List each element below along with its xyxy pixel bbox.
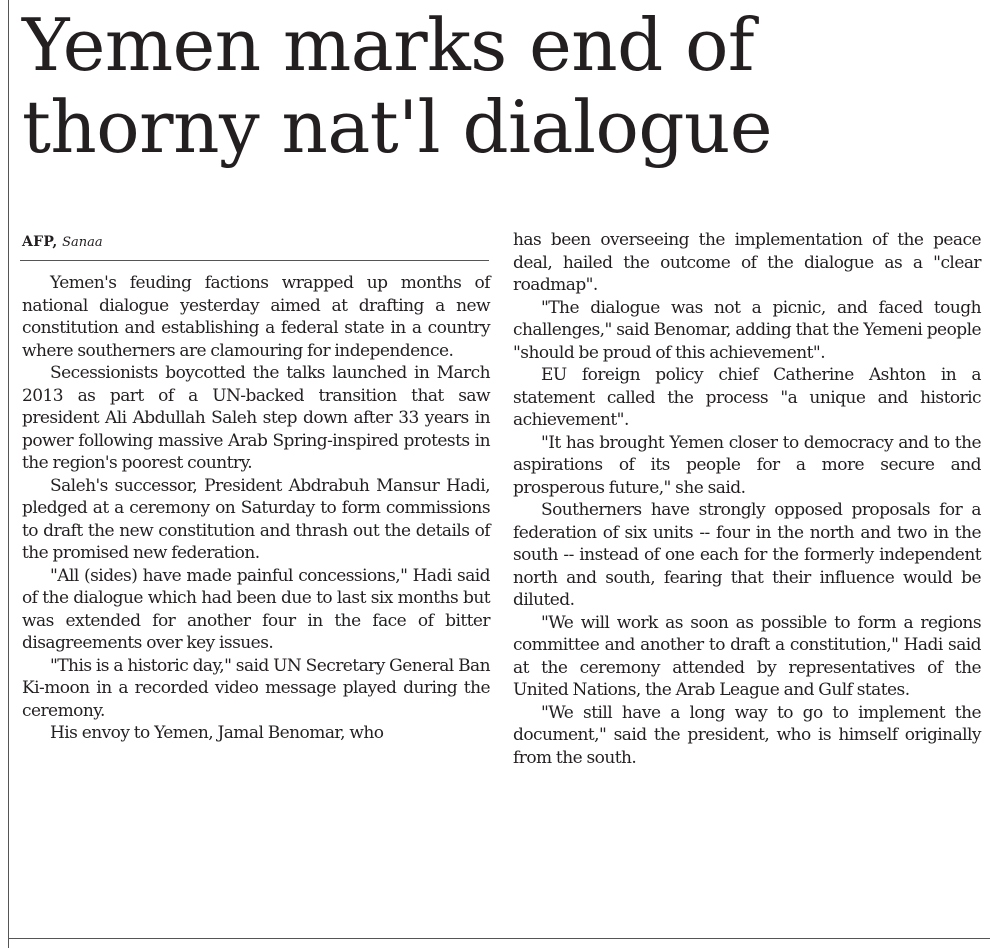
paragraph: Secessionists boycotted the talks launched in March 2013 as part of a UN-backed transition that saw president Ali Abdullah Saleh step down after 33 years in power following massive Arab Spring-inspired protests in the region's poorest country. [22,363,490,473]
paragraph: EU foreign policy chief Catherine Ashton in a statement called the process "a unique and historic achievement". [513,365,981,430]
headline: Yemen marks end of thorny nat'l dialogue [22,3,772,169]
page-bottom-rule [8,938,990,939]
column-rule-left [8,0,9,948]
paragraph: "We still have a long way to go to implement the document," said the president, who is himself originally from the south. [513,702,981,768]
article-column-right [513,229,981,769]
article-column-left [22,272,490,745]
byline-agency: AFP, [22,234,58,250]
byline-divider [20,260,489,261]
paragraph: Saleh's successor, President Abdrabuh Mansur Hadi, pledged at a ceremony on Saturday to form commissions to draft the new constitution and thrash out the details of the promised new federation. [22,475,490,563]
byline-place: Sanaa [62,235,103,250]
paragraph: "We will work as soon as possible to form a regions committee and another to draft a constitution," Hadi said at the ceremony attended by representatives of the United Nations, the Arab League and Gulf states. [513,612,981,700]
paragraph: "This is a historic day," said UN Secretary General Ban Ki-moon in a recorded video message played during the ceremony. [22,655,490,721]
paragraph-continued: has been overseeing the implementation of the peace deal, hailed the outcome of the dialogue as a "clear roadmap". [513,230,981,295]
paragraph: Southerners have strongly opposed proposals for a federation of six units -- four in the north and two in the south -- instead of one each for the formerly independent north and south, fearing that their influence would be diluted. [513,500,981,610]
paragraph: His envoy to Yemen, Jamal Benomar, who [50,723,384,743]
paragraph: "It has brought Yemen closer to democracy and to the aspirations of its people for a more secure and prosperous future," she said. [513,432,981,498]
byline [22,233,103,252]
paragraph: "All (sides) have made painful concessions," Hadi said of the dialogue which had been due to last six months but was extended for another four in the face of bitter disagreements over key issues. [22,565,490,653]
paragraph: "The dialogue was not a picnic, and faced tough challenges," said Benomar, adding that the Yemeni people "should be proud of this achievement". [513,297,981,363]
paragraph: Yemen's feuding factions wrapped up months of national dialogue yesterday aimed at drafting a new constitution and establishing a federal state in a country where southerners are clamouring for independence. [22,273,490,361]
